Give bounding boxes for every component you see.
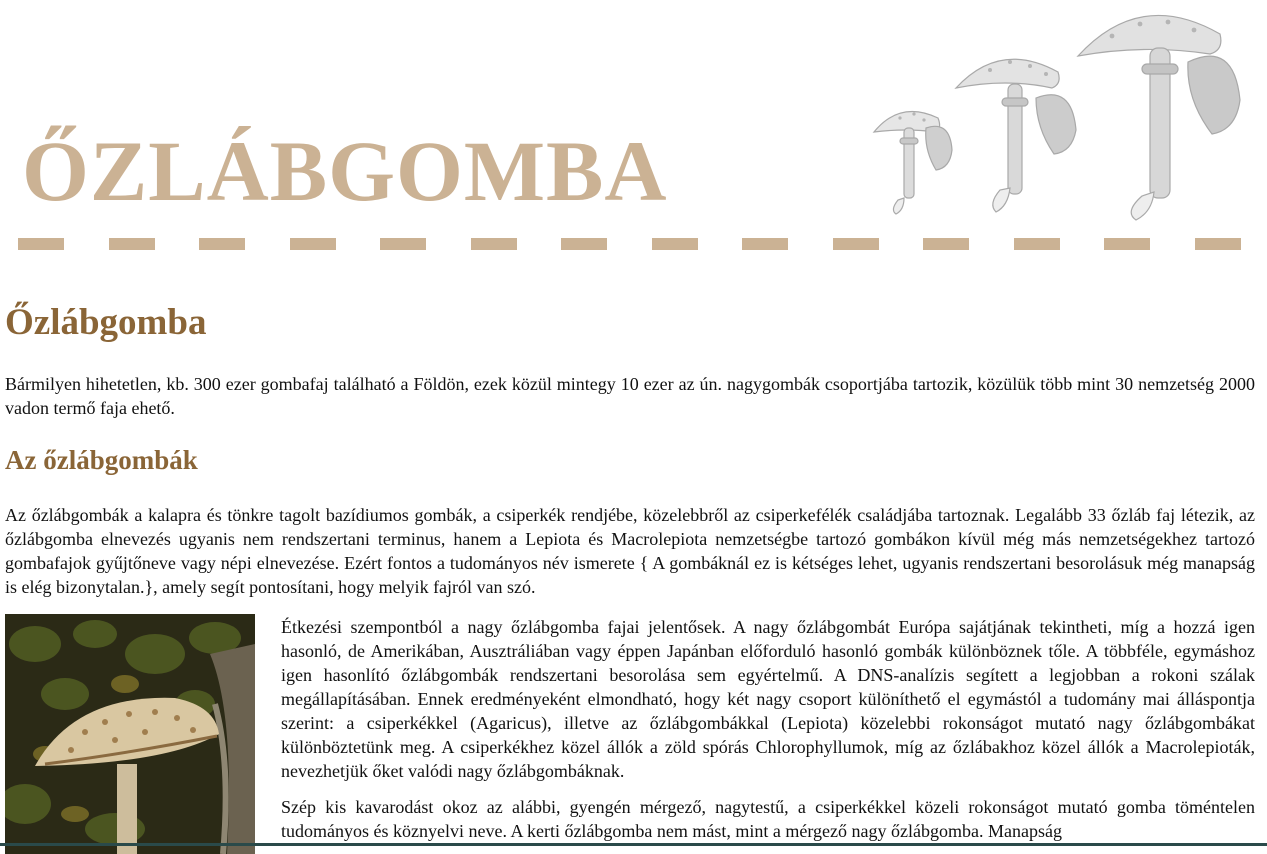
paragraph-classification: Az őzlábgombák a kalapra és tönkre tagolt bazídiumos gombák, a csiperkék rendjébe, közelebbről az csiperkefélék családjába tartoznak. Legalább 33 őzláb faj létezik, az őzlábgomba elnevezés ugyanis nem rendszertani terminus, hanem a Lepiota és Macrolepiota nemzetségbe tartozó gombákon kívül még más nemzetségekhez tartozó gombafajok gyűjtőneve vagy népi elnevezése. Ezért fontos a tudományos név ismerete { A gombáknál ez is kétséges lehet, ugyanis rendszertani besorolásuk még manapság is elég bizonytalan.}, amely segít pontosítani, hogy melyik fajról van szó. — [5, 505, 1255, 597]
page-title: Őzlábgomba — [5, 302, 207, 343]
section-heading: Az őzlábgombák — [5, 445, 198, 475]
mushroom-photo-icon — [5, 614, 255, 854]
dashed-divider — [0, 238, 1267, 252]
intro-paragraph: Bármilyen hihetetlen, kb. 300 ezer gombafaj található a Földön, ezek közül mintegy 10 ezer az ún. nagygombák csoportjába tartozik, közülük több mint 30 nemzetség 2000 vadon termő faja ehető. — [5, 374, 1255, 418]
divider-dash — [652, 238, 698, 250]
divider-dash — [109, 238, 155, 250]
paragraph-confusion: Szép kis kavarodást okoz az alábbi, gyengén mérgező, nagytestű, a csiperkékkel közeli rokonságot mutató gomba töméntelen tudományos és köznyelvi neve. A kerti őzlábgomba nem mást, mint a mérgező nagy őzlábgomba. Manapság — [281, 797, 1255, 841]
site-title: ŐZLÁBGOMBA — [22, 123, 668, 219]
divider-dash — [18, 238, 64, 250]
paragraph-edibility: Étkezési szempontból a nagy őzlábgomba fajai jelentősek. A nagy őzlábgombát Európa sajátjának tekintheti, míg a hozzá igen hasonló, de Amerikában, Ausztráliában vagy éppen Japánban előforduló hasonló gombák különböznek tőle. A többféle, egymáshoz igen hasonlító őzlábgombák rendszertani besorolása sem egyértelmű. A DNS-analízis segített a legjobban a rokoni szálak megállapításában. Ennek eredményeként elmondható, hogy két nagy csoport különíthető el egymástól a tudomány mai álláspontja szerint: a csiperkékkel (Agaricus), illetve az őzlábgombákkal (Lepiota) közelebbi rokonságot mutató nagy őzlábgombákat különböztetünk meg. A csiperkékhez közel állók a zöld spórás Chlorophyllumok, míg az őzlábakhoz közel állók a Macrolepioták, nevezhetjük őket valódi nagy őzlábgombáknak. — [281, 617, 1255, 781]
divider-dash — [290, 238, 336, 250]
divider-dash — [742, 238, 788, 250]
divider-dash — [923, 238, 969, 250]
main-content — [5, 300, 1255, 841]
site-banner — [0, 0, 1267, 260]
divider-dash — [561, 238, 607, 250]
mushroom-illustration-icon — [860, 0, 1260, 222]
divider-dash — [380, 238, 426, 250]
divider-dash — [199, 238, 245, 250]
divider-dash — [1014, 238, 1060, 250]
divider-dash — [833, 238, 879, 250]
divider-dash — [1104, 238, 1150, 250]
divider-dash — [1195, 238, 1241, 250]
divider-dash — [471, 238, 517, 250]
